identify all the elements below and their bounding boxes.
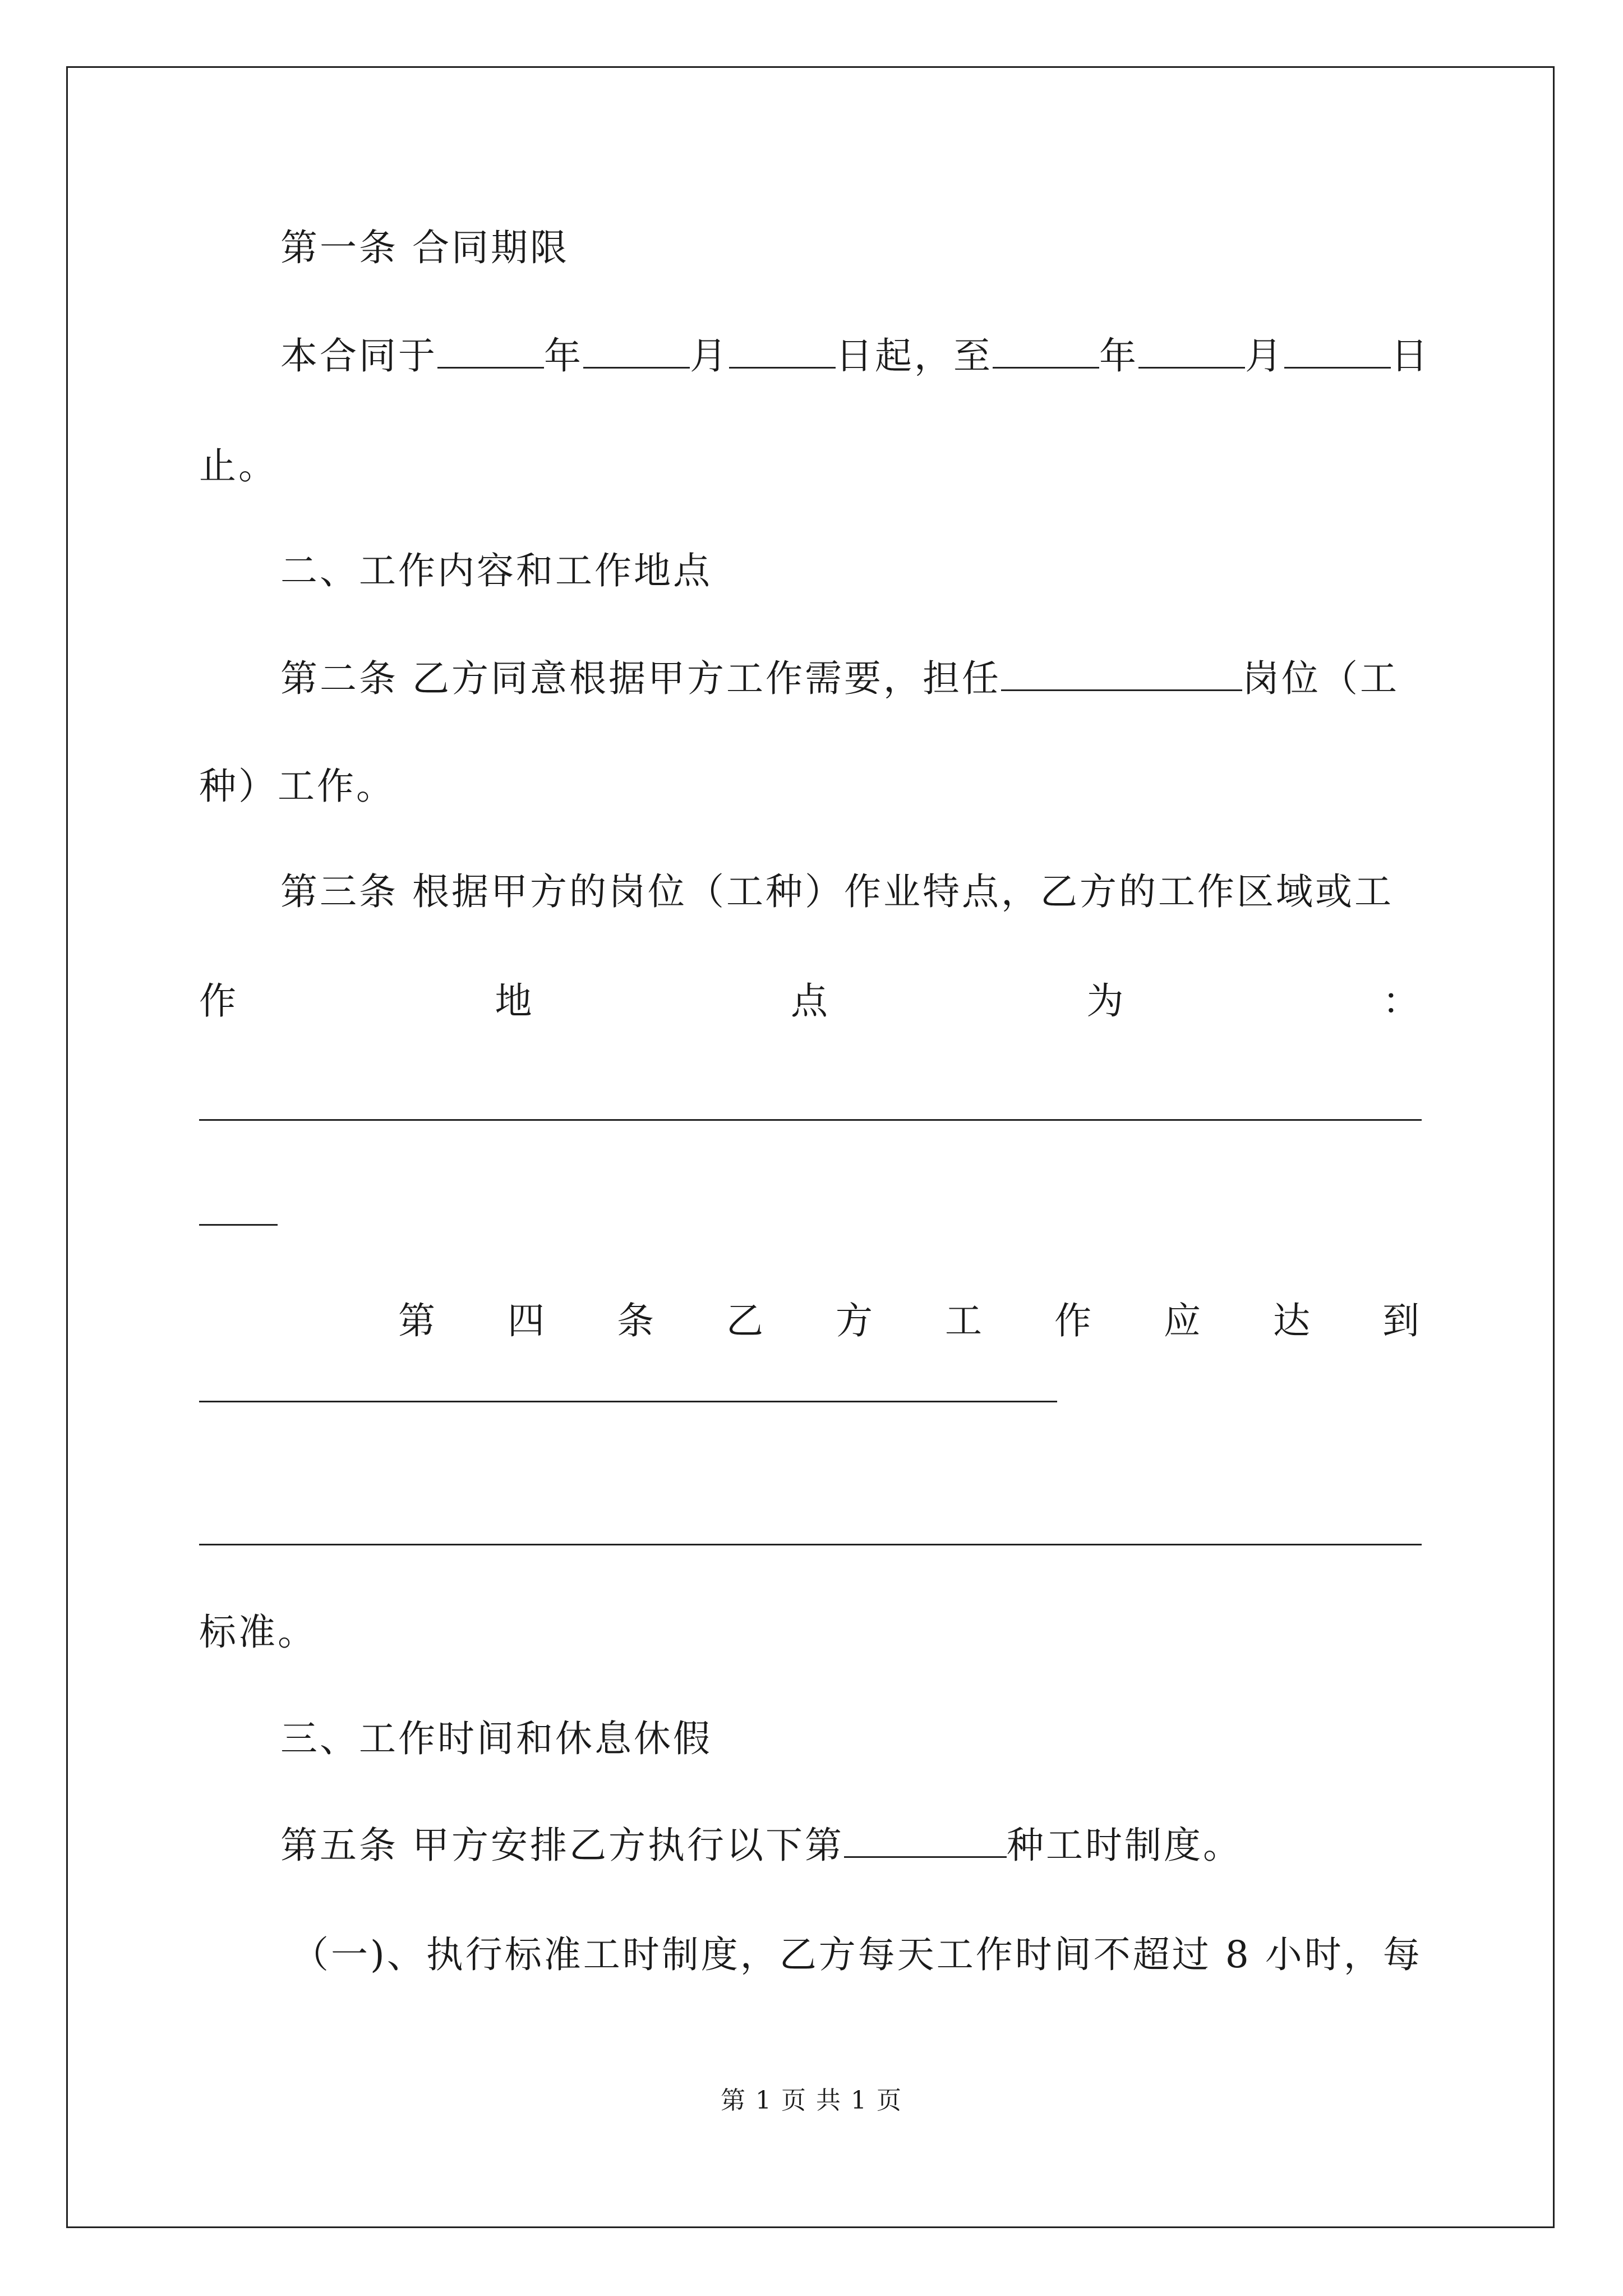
article1-line1 (280, 331, 1430, 381)
position-blank[interactable] (1001, 656, 1242, 691)
year-blank-1[interactable] (437, 333, 544, 369)
article4-line1 (398, 1296, 1422, 1346)
article3-line2-char: 作 (199, 979, 238, 1023)
day-end-label: 日 (1391, 334, 1430, 378)
workplace-blank-line[interactable] (199, 1119, 1422, 1121)
article4-end: 标准。 (199, 1611, 317, 1654)
article1-end: 止。 (199, 444, 278, 487)
standard-blank-line-1[interactable] (199, 1401, 1057, 1402)
day-start-label: 日起，至 (836, 334, 993, 378)
section3-heading: 三、工作时间和休息休假 (280, 1717, 712, 1760)
article3-line2 (199, 976, 1422, 1027)
page-footer: 第 1 页 共 1 页 (721, 2086, 902, 2115)
article3-line2-char: 为 (1086, 979, 1126, 1023)
article1-text: 本合同于 (280, 334, 437, 378)
article5-text: 第五条 甲方安排乙方执行以下第 (280, 1824, 844, 1867)
article4-char: 第 (398, 1299, 437, 1342)
work-hours-type-blank[interactable] (844, 1823, 1007, 1858)
month-blank-2[interactable] (1138, 333, 1245, 369)
article2-end: 种）工作。 (199, 765, 395, 808)
article4-char: 工 (945, 1299, 984, 1342)
article4-char: 应 (1164, 1299, 1203, 1342)
article4-char: 条 (617, 1299, 656, 1342)
article4-char: 四 (508, 1299, 547, 1342)
clause1-line1: （一)、执行标准工时制度，乙方每天工作时间不超过 8 小时，每 (292, 1933, 1422, 1976)
standard-blank-line-2[interactable] (199, 1544, 1422, 1545)
article3-line2-char: 点 (791, 979, 830, 1023)
article1-heading: 第一条 合同期限 (280, 226, 569, 269)
day-blank-2[interactable] (1284, 333, 1391, 369)
article3-line1: 第三条 根据甲方的岗位（工种）作业特点，乙方的工作区域或工 (280, 870, 1394, 913)
article4-char: 作 (1054, 1299, 1094, 1342)
month-label-2: 月 (1245, 334, 1284, 378)
year-blank-2[interactable] (993, 333, 1099, 369)
article3-line2-char: 地 (495, 979, 534, 1023)
year-label-1: 年 (544, 334, 583, 378)
month-label-1: 月 (690, 334, 729, 378)
month-blank-1[interactable] (583, 333, 690, 369)
section2-heading: 二、工作内容和工作地点 (280, 549, 712, 592)
article2-text: 第二条 乙方同意根据甲方工作需要，担任 (280, 657, 1001, 700)
article5-text-2: 种工时制度。 (1006, 1824, 1242, 1867)
article4-char: 方 (836, 1299, 875, 1342)
article3-line2-char: ： (1382, 979, 1422, 1023)
year-label-2: 年 (1099, 334, 1138, 378)
day-blank-1[interactable] (729, 333, 836, 369)
page-border (66, 66, 1555, 2228)
article2-text-2: 岗位（工 (1242, 657, 1399, 700)
article2-line1 (280, 654, 1422, 704)
article4-char: 达 (1273, 1299, 1312, 1342)
article5-line1 (280, 1820, 1422, 1871)
article4-char: 到 (1382, 1299, 1422, 1342)
workplace-blank-short[interactable] (199, 1224, 278, 1226)
article4-char: 乙 (726, 1299, 766, 1342)
